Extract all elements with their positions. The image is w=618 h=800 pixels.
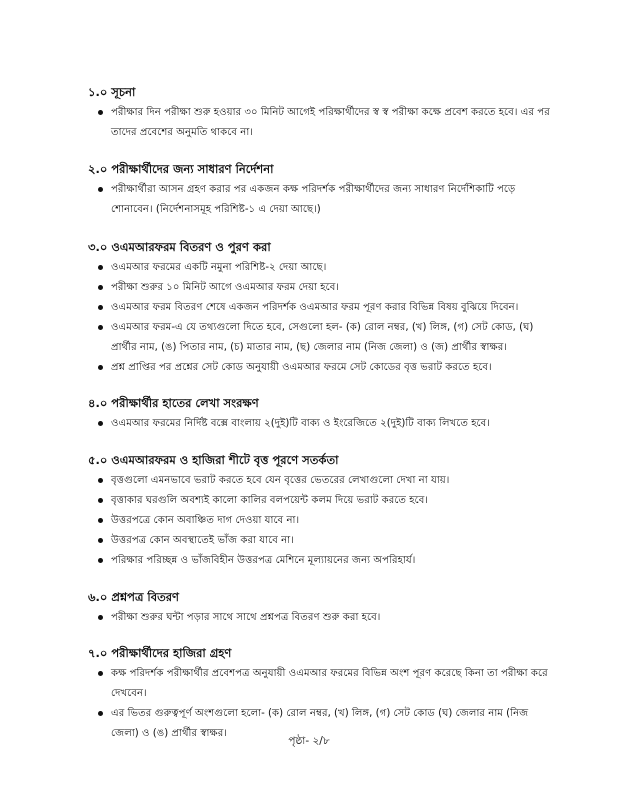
- section-list: [88, 180, 558, 220]
- section-heading: ১.০ সূচনা: [88, 85, 136, 99]
- page-number: পৃষ্ঠা- ২/৮: [288, 735, 330, 747]
- section-heading: ৬.০ প্রশ্নপত্র বিতরণ: [88, 590, 180, 604]
- list-item: [98, 531, 558, 551]
- list-item-text: বৃত্তগুলো এমনভাবে ভরাট করতে হবে যেন বৃত্তের ভেতরের লেখাগুলো দেখা না যায়।: [111, 475, 450, 486]
- list-item-text: পরীক্ষার্থীরা আসন গ্রহণ করার পর একজন কক্ষ পরিদর্শক পরীক্ষার্থীদের জন্য সাধারণ নির্দেশিকাটি পড়ে শোনাবেন। (নির্দেশনাসমূহ পরিশিষ্ট-১ এ দেয়া আছে।): [111, 184, 516, 215]
- bullet-icon: [98, 365, 103, 370]
- list-item-text: উত্তরপত্র কোন অবস্থাতেই ভাঁজ করা যাবে না।: [111, 535, 294, 546]
- list-item-text: ওএমআর ফরমের নির্দিষ্ট বক্সে বাংলায় ২(দুই)টি বাক্য ও ইংরেজিতে ২(দুই)টি বাক্য লিখতে হবে।: [111, 418, 490, 429]
- bullet-icon: [98, 325, 103, 330]
- sections-container: [88, 84, 558, 758]
- section-list: [88, 258, 558, 378]
- bullet-icon: [98, 187, 103, 192]
- list-item: [98, 664, 558, 704]
- section-heading: ৭.০ পরীক্ষার্থীদের হাজিরা গ্রহণ: [88, 646, 232, 660]
- section-introduction: [88, 84, 558, 143]
- list-item-text: ওএমআর ফরম-এ যে তথ্যগুলো দিতে হবে, সেগুলো হল- (ক) রোল নম্বর, (খ) লিঙ্গ, (গ) সেট কোড, (ঘ) প্রার্থীর নাম, (ঙ) পিতার নাম, (চ) মাতার নাম, (ছ) জেলার নাম (নিজ জেলা) ও (জ) প্রার্থীর স্বাক্ষর।: [111, 322, 534, 353]
- list-item: [98, 551, 558, 571]
- bullet-icon: [98, 498, 103, 503]
- section-list: [88, 608, 558, 628]
- bullet-icon: [98, 538, 103, 543]
- list-item: [98, 358, 558, 378]
- section-heading: ৪.০ পরীক্ষার্থীর হাতের লেখা সংরক্ষণ: [88, 396, 259, 410]
- section-question-distribution: [88, 589, 558, 628]
- list-item: [98, 471, 558, 491]
- bullet-icon: [98, 265, 103, 270]
- list-item-text: কক্ষ পরিদর্শক পরীক্ষার্থীর প্রবেশপত্র অনুযায়ী ওএমআর ফরমের বিভিন্ন অংশ পূরণ করেছে কিনা তা পরীক্ষা করে দেখবেন।: [111, 668, 548, 699]
- bullet-icon: [98, 671, 103, 676]
- section-heading: ২.০ পরীক্ষার্থীদের জন্য সাধারণ নির্দেশনা: [88, 162, 274, 176]
- list-item: [98, 414, 558, 434]
- section-attendance: [88, 645, 558, 744]
- section-omr-distribution: [88, 239, 558, 378]
- list-item-text: উত্তরপত্রে কোন অবাঞ্চিত দাগ দেওয়া যাবে না।: [111, 515, 300, 526]
- list-item-text: ওএমআর ফরমের একটি নমুনা পরিশিষ্ট-২ দেয়া আছে।: [111, 262, 327, 273]
- list-item-text: প্রশ্ন প্রাপ্তির পর প্রশ্নের সেট কোড অনুযায়ী ওএমআর ফরমে সেট কোডের বৃত্ত ভরাট করতে হবে।: [111, 362, 492, 373]
- list-item: [98, 258, 558, 278]
- list-item-text: পরীক্ষার দিন পরীক্ষা শুরু হওয়ার ৩০ মিনিট আগেই পরিক্ষার্থীদের স্ব স্ব পরীক্ষা কক্ষে প্রবেশ করতে হবে। এর পর তাদের প্রবেশের অনুমতি থাকবে না।: [111, 107, 550, 138]
- section-general-instructions: [88, 161, 558, 220]
- section-list: [88, 414, 558, 434]
- list-item-text: পরিক্ষার পরিচ্ছন্ন ও ভাঁজবিহীন উত্তরপত্র মেশিনে মূল্যায়নের জন্য অপরিহার্য।: [111, 555, 416, 566]
- list-item-text: বৃত্তাকার ঘরগুলি অবশ্যই কালো কালির বলপয়েন্ট কলম দিয়ে ভরাট করতে হবে।: [111, 495, 429, 506]
- section-list: [88, 471, 558, 571]
- list-item: [98, 103, 558, 143]
- list-item-text: পরীক্ষা শুরুর ১০ মিনিট আগে ওএমআর ফরম দেয়া হবে।: [111, 282, 340, 293]
- bullet-icon: [98, 305, 103, 310]
- bullet-icon: [98, 518, 103, 523]
- bullet-icon: [98, 558, 103, 563]
- list-item: [98, 511, 558, 531]
- bullet-icon: [98, 478, 103, 483]
- bullet-icon: [98, 285, 103, 290]
- section-heading: ৩.০ ওএমআরফরম বিতরণ ও পুরণ করা: [88, 240, 271, 254]
- list-item: [98, 608, 558, 628]
- section-circle-filling-caution: [88, 452, 558, 571]
- list-item: [98, 180, 558, 220]
- section-list: [88, 664, 558, 744]
- list-item: [98, 318, 558, 358]
- list-item-text: পরীক্ষা শুরুর ঘন্টা পড়ার সাথে সাথে প্রশ্নপত্র বিতরণ শুরু করা হবে।: [111, 612, 381, 623]
- section-handwriting: [88, 395, 558, 434]
- bullet-icon: [98, 110, 103, 115]
- section-list: [88, 103, 558, 143]
- bullet-icon: [98, 711, 103, 716]
- bullet-icon: [98, 421, 103, 426]
- list-item-text: ওএমআর ফরম বিতরণ শেষে একজন পরিদর্শক ওএমআর ফরম পূরণ করার বিভিন্ন বিষয় বুঝিয়ে দিবেন।: [111, 302, 519, 313]
- list-item-text: এর ভিতর গুরুত্বপূর্ণ অংশগুলো হলো- (ক) রোল নম্বর, (খ) লিঙ্গ, (গ) সেট কোড (ঘ) জেলার নাম (নিজ জেলা) ও (ঙ) প্রার্থীর স্বাক্ষর।: [111, 708, 529, 739]
- list-item: [98, 298, 558, 318]
- list-item: [98, 491, 558, 511]
- bullet-icon: [98, 615, 103, 620]
- list-item: [98, 278, 558, 298]
- section-heading: ৫.০ ওএমআরফরম ও হাজিরা শীটে বৃত্ত পূরণে সতর্কতা: [88, 453, 339, 467]
